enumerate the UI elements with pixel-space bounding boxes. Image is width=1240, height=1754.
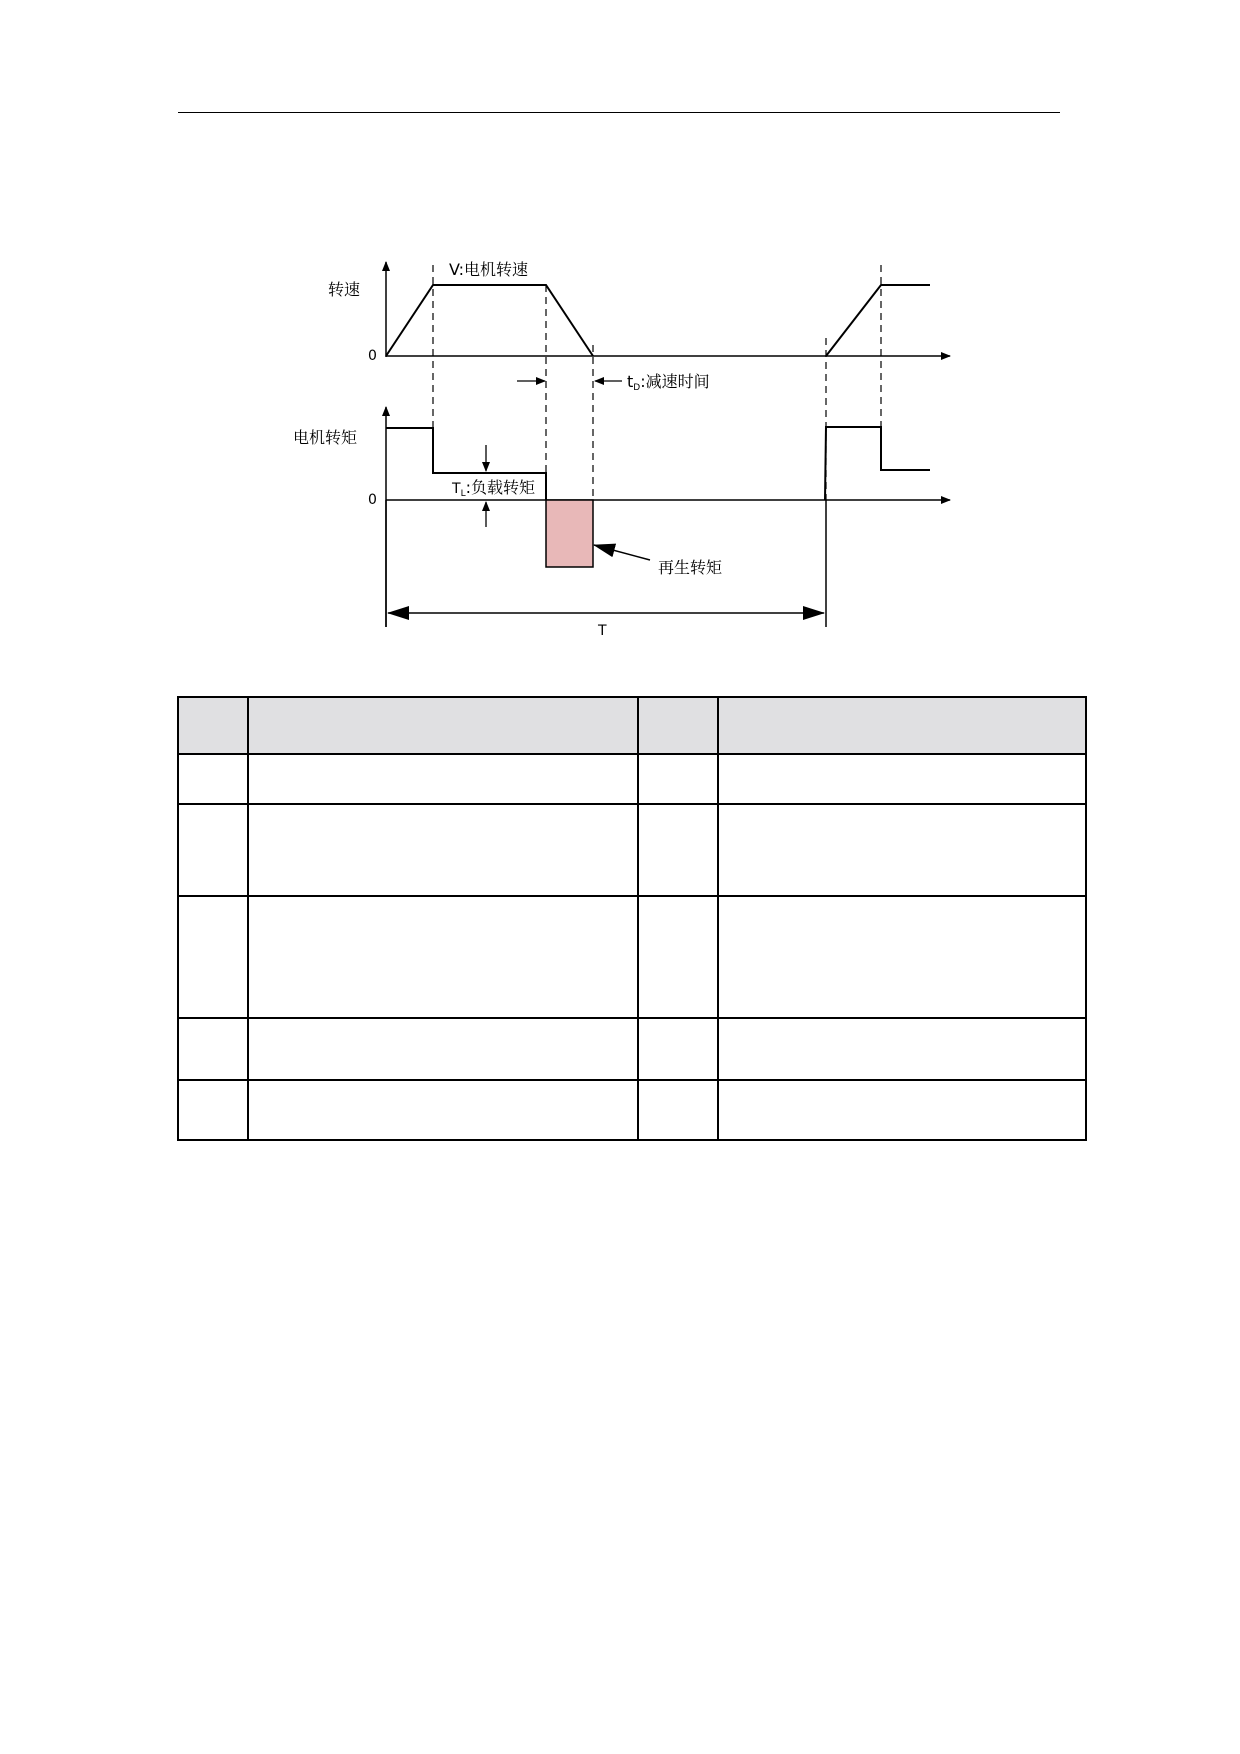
period-label: T	[598, 623, 607, 639]
table-cell	[178, 754, 248, 804]
table-row	[178, 896, 1086, 1018]
table-header-cell	[718, 697, 1086, 754]
regen-annotation: 再生转矩	[658, 558, 723, 577]
table-cell	[638, 896, 718, 1018]
table-cell	[178, 896, 248, 1018]
table-cell	[248, 896, 638, 1018]
table-cell	[638, 754, 718, 804]
table-row	[178, 1018, 1086, 1080]
table-cell	[638, 1018, 718, 1080]
table-cell	[248, 1018, 638, 1080]
torque-profile-line-second	[825, 427, 930, 500]
table-header-row	[178, 697, 1086, 754]
table-row	[178, 754, 1086, 804]
speed-axis-label: 转速	[328, 280, 361, 299]
torque-axis-label: 电机转矩	[293, 428, 358, 447]
table-cell	[638, 804, 718, 896]
data-table	[177, 696, 1087, 1141]
regen-pointer-arrow	[594, 545, 650, 560]
table-cell	[718, 754, 1086, 804]
table-cell	[178, 1080, 248, 1140]
torque-zero-label: 0	[368, 492, 377, 508]
table-cell	[718, 1080, 1086, 1140]
decel-annotation: tD:减速时间	[627, 372, 710, 393]
table-cell	[248, 754, 638, 804]
table-header-cell	[178, 697, 248, 754]
load-annotation: TL:负载转矩	[452, 478, 535, 499]
table-cell	[638, 1080, 718, 1140]
table-cell	[248, 1080, 638, 1140]
table-cell	[718, 896, 1086, 1018]
regen-torque-block	[546, 500, 593, 567]
table-cell	[248, 804, 638, 896]
table-cell	[718, 1018, 1086, 1080]
speed-zero-label: 0	[368, 348, 377, 364]
table-header-cell	[248, 697, 638, 754]
table-row	[178, 1080, 1086, 1140]
table-header-cell	[638, 697, 718, 754]
speed-profile-line-second	[826, 285, 930, 356]
table-cell	[178, 804, 248, 896]
table-cell	[718, 804, 1086, 896]
speed-annotation: V:电机转速	[449, 260, 529, 279]
table-cell	[178, 1018, 248, 1080]
table-row	[178, 804, 1086, 896]
speed-profile-line	[386, 285, 593, 356]
speed-torque-diagram	[0, 0, 1240, 680]
